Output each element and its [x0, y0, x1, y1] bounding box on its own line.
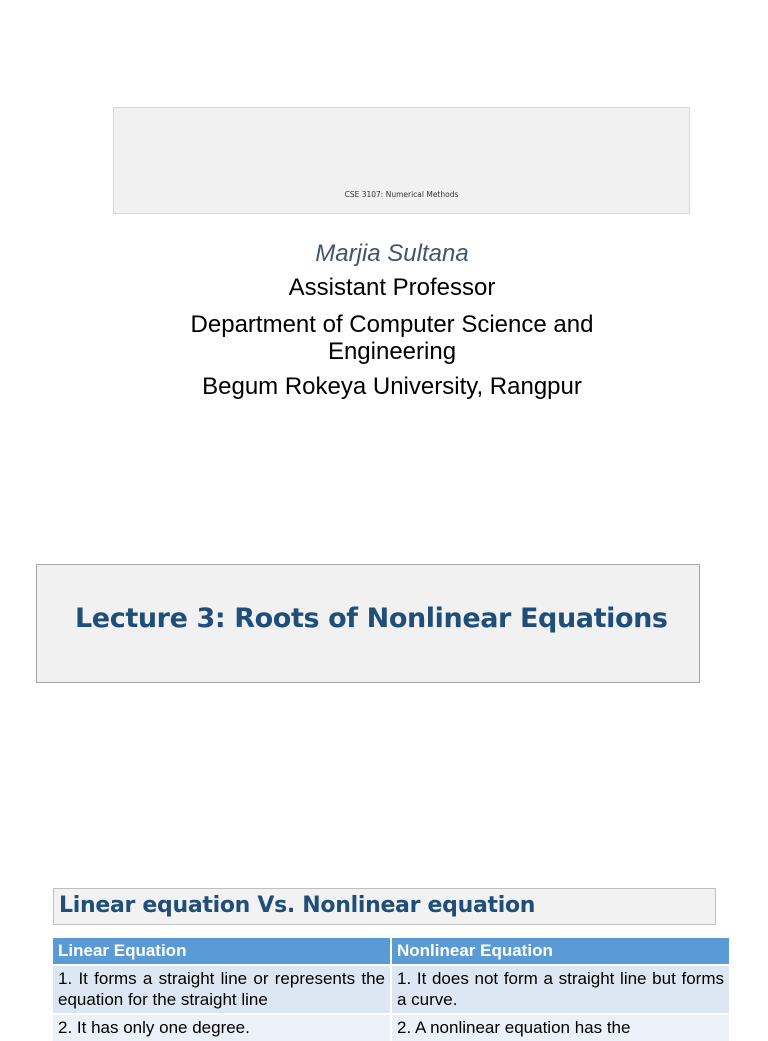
table-row	[53, 965, 730, 1014]
table-cell-nonlinear: 2. A nonlinear equation has the	[391, 1014, 730, 1041]
author-department: Department of Computer Science and Engineering	[190, 311, 594, 365]
table-header-row	[53, 938, 730, 965]
table-cell-linear: 1. It forms a straight line or represents the equation for the straight line	[53, 965, 391, 1014]
author-role: Assistant Professor	[288, 274, 496, 301]
author-block	[150, 238, 634, 400]
author-name: Marjia Sultana	[315, 240, 469, 267]
lecture-title: Lecture 3: Roots of Nonlinear Equations	[75, 603, 668, 634]
table-cell-linear: 2. It has only one degree.	[53, 1014, 391, 1041]
author-university: Begum Rokeya University, Rangpur	[202, 373, 582, 400]
comparison-table	[53, 938, 731, 1041]
table-header-nonlinear: Nonlinear Equation	[391, 938, 730, 965]
course-header-box	[113, 107, 690, 214]
lecture-title-box	[36, 564, 700, 683]
table-cell-nonlinear: 1. It does not form a straight line but forms a curve.	[391, 965, 730, 1014]
table-row	[53, 1014, 730, 1041]
section-heading-box	[53, 888, 716, 925]
section-title: Linear equation Vs. Nonlinear equation	[59, 893, 536, 918]
course-code: CSE 3107: Numerical Methods	[344, 190, 459, 199]
table-header-linear: Linear Equation	[53, 938, 391, 965]
